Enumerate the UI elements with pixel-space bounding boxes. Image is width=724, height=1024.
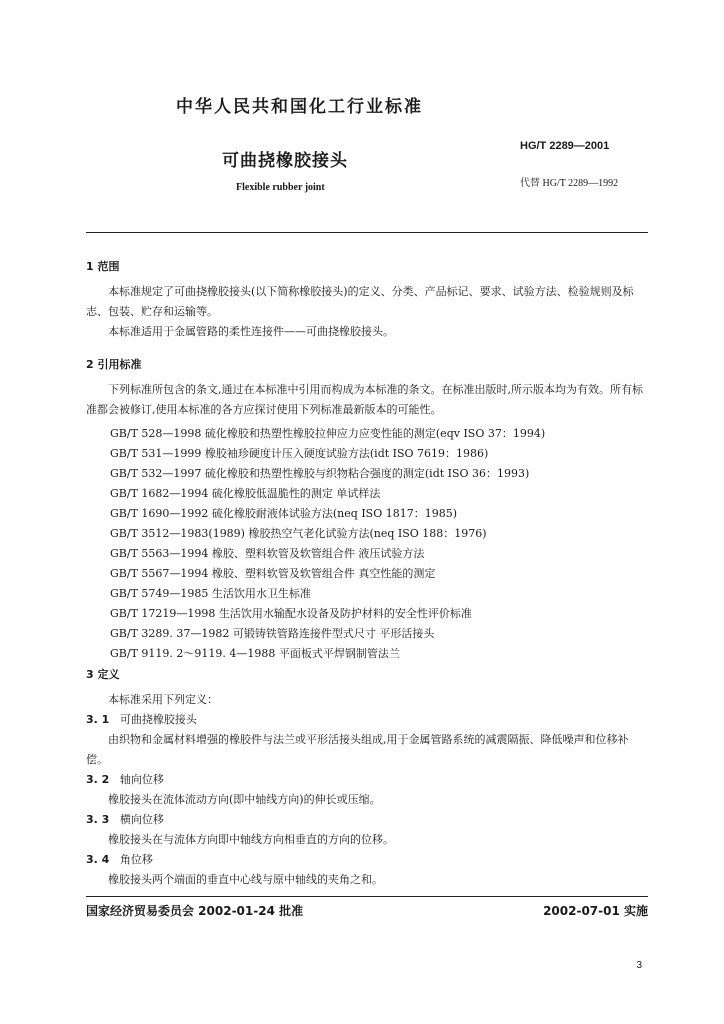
section-1-heading: 1 范围 bbox=[86, 260, 120, 273]
reference-item: GB/T 17219—1998 生活饮用水输配水设备及防护材料的安全性评价标准 bbox=[110, 607, 472, 620]
reference-item: GB/T 1682—1994 硫化橡胶低温脆性的测定 单试样法 bbox=[110, 487, 381, 500]
definition-3-2-body bbox=[86, 790, 648, 810]
definition-text: 由织物和金属材料增强的橡胶件与法兰或平形活接头组成,用于金属管路系统的减震隔振、降低噪声和位移补偿。 bbox=[86, 733, 629, 766]
standard-title: 可曲挠橡胶接头 bbox=[222, 151, 348, 171]
page-number: 3 bbox=[636, 960, 642, 971]
approval-line: 国家经济贸易委员会 2002-01-24 批准 bbox=[86, 904, 304, 918]
definition-term: 可曲挠橡胶接头 bbox=[119, 713, 197, 726]
reference-item: GB/T 3289. 37—1982 可锻铸铁管路连接件型式尺寸 平形活接头 bbox=[110, 627, 435, 640]
reference-item: GB/T 5749—1985 生活饮用水卫生标准 bbox=[110, 587, 311, 600]
section-1-body bbox=[86, 282, 648, 342]
reference-item: GB/T 5563—1994 橡胶、塑料软管及软管组合件 液压试验方法 bbox=[110, 547, 425, 560]
reference-item: GB/T 9119. 2～9119. 4—1988 平面板式平焊钢制管法兰 bbox=[110, 647, 400, 660]
section-2-intro bbox=[86, 380, 648, 420]
definition-text: 橡胶接头在与流体方向即中轴线方向相垂直的方向的位移。 bbox=[108, 833, 394, 846]
reference-item: GB/T 3512—1983(1989) 橡胶热空气老化试验方法(neq ISO 188：1976) bbox=[110, 527, 487, 540]
section-3-intro bbox=[86, 690, 648, 710]
definition-3-1-heading bbox=[86, 710, 197, 730]
definition-3-1-body bbox=[86, 730, 648, 770]
standard-number: HG/T 2289—2001 bbox=[520, 140, 610, 152]
replaces-standard: 代替 HG/T 2289—1992 bbox=[520, 178, 619, 189]
definition-text: 橡胶接头两个端面的垂直中心线与原中轴线的夹角之和。 bbox=[108, 873, 383, 886]
definition-3-4-heading bbox=[86, 850, 153, 870]
definition-number: 3. 4 bbox=[86, 853, 110, 866]
definition-number: 3. 1 bbox=[86, 713, 110, 726]
definition-number: 3. 2 bbox=[86, 773, 110, 786]
footer-rule bbox=[86, 896, 648, 897]
definition-3-3-body bbox=[86, 830, 648, 850]
definition-term: 轴向位移 bbox=[119, 773, 164, 786]
definition-number: 3. 3 bbox=[86, 813, 110, 826]
reference-item: GB/T 531—1999 橡胶袖珍硬度计压入硬度试验方法(idt ISO 7619：1986) bbox=[110, 447, 489, 460]
reference-item: GB/T 532—1997 硫化橡胶和热塑性橡胶与织物粘合强度的测定(idt ISO 36：1993) bbox=[110, 467, 530, 480]
implementation-date: 2002-07-01 实施 bbox=[543, 904, 648, 918]
standard-title-english: Flexible rubber joint bbox=[236, 182, 325, 193]
reference-item: GB/T 528—1998 硫化橡胶和热塑性橡胶拉伸应力应变性能的测定(eqv ISO 37：1994) bbox=[110, 427, 546, 440]
definition-term: 横向位移 bbox=[119, 813, 164, 826]
definition-3-3-heading bbox=[86, 810, 164, 830]
section-2-intro-paragraph: 下列标准所包含的条文,通过在本标准中引用而构成为本标准的条文。在标准出版时,所示版本均为有效。所有标准都会被修订,使用本标准的各方应探讨使用下列标准最新版本的可能性。 bbox=[86, 383, 643, 416]
reference-item: GB/T 1690—1992 硫化橡胶耐液体试验方法(neq ISO 1817：1985) bbox=[110, 507, 457, 520]
normative-references-list bbox=[110, 424, 545, 664]
header-rule bbox=[86, 232, 648, 233]
definition-text: 橡胶接头在流体流动方向(即中轴线方向)的伸长或压缩。 bbox=[108, 793, 381, 806]
section-3-heading: 3 定义 bbox=[86, 668, 120, 681]
section-1-paragraph-1: 本标准规定了可曲挠橡胶接头(以下简称橡胶接头)的定义、分类、产品标记、要求、试验方法、检验规则及标志、包装、贮存和运输等。 bbox=[86, 285, 634, 318]
reference-item: GB/T 5567—1994 橡胶、塑料软管及软管组合件 真空性能的测定 bbox=[110, 567, 436, 580]
definition-3-2-heading bbox=[86, 770, 164, 790]
definition-term: 角位移 bbox=[119, 853, 153, 866]
section-2-heading: 2 引用标准 bbox=[86, 358, 142, 371]
section-3-intro-paragraph: 本标准采用下列定义： bbox=[108, 693, 218, 706]
section-1-paragraph-2: 本标准适用于金属管路的柔性连接件——可曲挠橡胶接头。 bbox=[108, 325, 394, 338]
issuing-standard-category: 中华人民共和国化工行业标准 bbox=[176, 97, 423, 117]
definition-3-4-body bbox=[86, 870, 648, 890]
